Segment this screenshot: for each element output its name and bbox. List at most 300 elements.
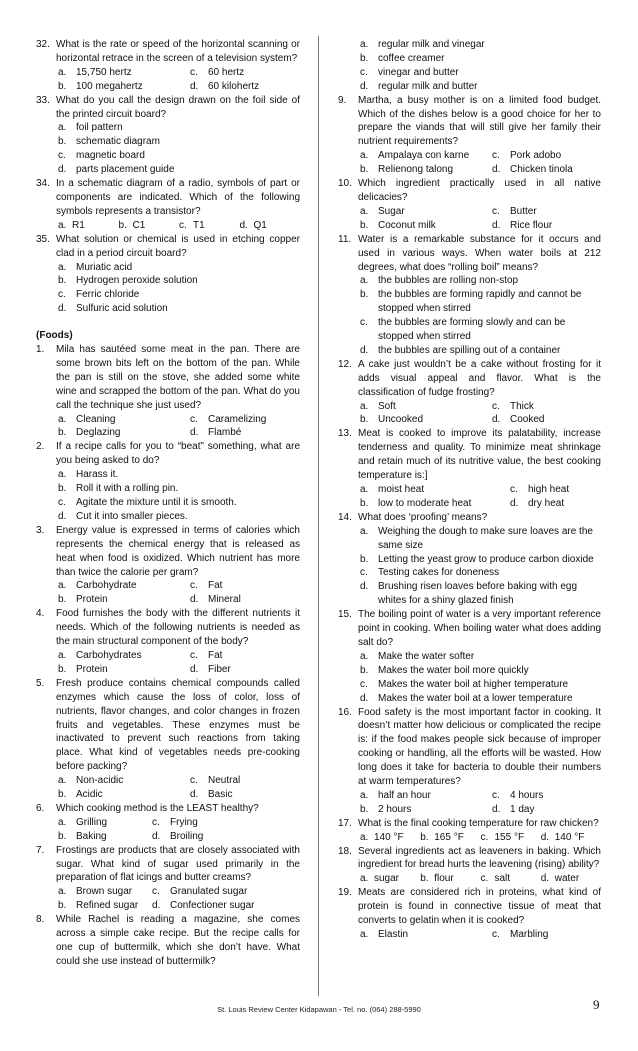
answer-option [360,483,510,497]
question-text: What is the rate or speed of the horizontal scanning or horizontal retrace in the screen of a television system? [56,39,300,64]
question-text: Which cooking method is the LEAST healthy? [56,802,259,814]
question-number: 14. [338,511,352,523]
options-group [56,121,300,177]
answer-option [152,830,300,844]
answer-option [152,885,300,899]
question-text: While Rachel is reading a magazine, she comes across a simple cake recipe. But the recipe calls for one cup of buttermilk, which she don’t have. What could she use instead of buttermilk? [56,914,300,967]
answer-option [58,261,300,275]
option-text: Carbohydrates [76,649,142,661]
options-group [56,774,300,802]
option-letter: c. [480,873,489,885]
option-text: vinegar and butter [378,66,459,78]
question-number: 12. [338,358,352,370]
answer-option [420,831,480,845]
option-letter: d. [152,900,161,912]
option-letter: b. [360,664,369,676]
answer-option [58,496,300,510]
option-text: Sulfuric acid solution [76,303,168,315]
options-group [358,38,601,94]
option-letter: c. [360,317,368,329]
option-letter: b. [58,275,67,287]
question-number: 17. [338,817,352,829]
answer-option [481,872,541,886]
options-group [56,66,300,94]
option-letter: d. [492,164,501,176]
options-group [358,525,601,608]
answer-option [360,803,492,817]
option-text: Makes the water boil more quickly [378,664,529,676]
answer-option [510,483,601,497]
question-item [36,844,300,886]
question-text: A cake just wouldn’t be a cake without frosting for it adds visual appeal and flavor. What is the classification of fudge frosting? [358,358,601,398]
option-letter: c. [58,497,66,508]
question-item [338,233,601,275]
option-text: parts placement guide [76,164,175,176]
option-letter: b. [360,289,369,301]
question-number: 9. [338,94,347,106]
question-number: 7. [36,844,45,856]
option-letter: d. [510,497,519,509]
right-column [338,38,601,942]
option-letter: a. [58,261,67,273]
option-text: Protein [76,663,108,675]
option-text: Cooked [510,414,545,426]
answer-option [360,80,601,94]
options-group [56,413,300,441]
option-text: Frying [170,816,198,828]
option-text: the bubbles are rolling non-stop [378,275,519,287]
option-text: Brushing risen loaves before baking with egg whites for a shiny glazed finish [378,581,578,607]
answer-option [360,274,601,288]
question-number: 8. [36,914,45,926]
option-letter: d. [360,692,369,704]
answer-option [240,219,301,233]
option-letter: c. [58,150,66,162]
option-letter: b. [58,663,67,675]
option-text: Rice flour [510,219,553,231]
option-text: Soft [378,400,396,412]
answer-option [58,288,300,302]
question-text: Meat is cooked to improve its palatability, increase tenderness and quality. To minimize meat shrinkage and retain much of its nutritive value, the best cooking temperature is:] [358,428,601,482]
answer-option [58,510,300,524]
left-column [36,38,300,969]
answer-option [541,831,601,845]
foods-questions [36,343,300,969]
option-text: dry heat [528,497,565,509]
question-text: Food safety is the most important factor in cooking. It doesn’t matter how delicious or complicated the recipe is: if the food makes people sick because of improper cooking or handling, all the efforts will be wasted. How long does it take for bacteria to double their numbers at warm temperatures? [358,706,601,788]
option-text: Brown sugar [76,886,133,898]
option-text: foil pattern [76,122,123,134]
option-letter: a. [360,650,369,662]
answer-option [510,497,601,511]
option-letter: c. [492,150,500,162]
option-letter: b. [360,219,369,231]
option-letter: c. [58,289,66,301]
options-group [358,650,601,706]
option-text: salt [494,873,511,885]
option-text: Butter [510,205,537,217]
option-text: the bubbles are forming rapidly and cannot be stopped when stirred [378,289,582,315]
answer-option [492,163,601,177]
answer-option [190,774,300,788]
answer-option [190,579,300,593]
answer-option [360,163,492,177]
option-letter: d. [239,219,248,231]
answer-option [58,816,152,830]
answer-option [360,525,601,553]
answer-option [152,899,300,913]
option-text: Q1 [253,219,267,231]
option-text: Thick [510,400,534,412]
question-number: 11. [338,233,352,245]
options-group [358,928,601,942]
option-text: Ferric chloride [76,289,140,301]
answer-option [492,928,601,942]
option-text: Makes the water boil at a lower temperature [378,692,573,704]
option-text: 140 °F [374,831,404,843]
option-letter: c. [492,929,500,940]
question-number: 19. [338,887,352,899]
options-group [56,261,300,317]
answer-option [58,302,300,316]
option-text: schematic diagram [76,136,160,148]
foods-questions-continued [338,94,601,942]
option-text: Acidic [76,789,103,801]
options-group [56,468,300,524]
question-text: In a schematic diagram of a radio, symbols of part or components are indicated. Which of the following symbols represents a transistor? [56,178,300,217]
answer-option [492,803,601,817]
option-letter: a. [360,484,369,495]
answer-option [58,219,119,233]
question-item [36,233,300,261]
option-text: Coconut milk [378,219,436,231]
option-text: Harass it. [76,469,119,481]
option-text: Flambé [208,427,242,439]
option-letter: c. [152,816,160,828]
option-text: Deglazing [76,427,121,439]
option-letter: d. [152,830,161,842]
question-number: 18. [338,845,352,857]
question-text: The boiling point of water is a very important reference point in cooking. When boiling water what does adding salt do? [358,609,601,648]
answer-option [58,899,152,913]
option-letter: b. [420,873,429,885]
option-text: Letting the yeast grow to produce carbon dioxide [378,553,594,565]
answer-option [360,288,601,316]
option-text: Protein [76,594,108,606]
page-footer: St. Louis Review Center Kidapawan - Tel. no. (064) 288-5990 [217,1005,421,1014]
option-text: 60 kilohertz [208,80,260,92]
question-text: If a recipe calls for you to “beat” something, what are you being asked to do? [56,441,300,467]
option-letter: c. [360,66,368,78]
option-text: 4 hours [510,789,544,801]
option-letter: b. [58,900,67,912]
options-group [56,649,300,677]
options-group [56,579,300,607]
option-text: water [554,873,580,885]
option-text: coffee creamer [378,52,445,64]
answer-option [360,678,601,692]
question-item [36,343,300,413]
question-item [338,94,601,150]
option-text: Caramelizing [208,413,267,425]
answer-option [190,426,300,440]
question-number: 3. [36,524,45,536]
option-letter: a. [360,789,369,801]
option-text: Relienong talong [378,164,454,176]
question-item [338,427,601,483]
options-group [56,219,300,233]
answer-option [58,649,190,663]
answer-option [190,663,300,677]
option-letter: d. [190,789,199,801]
question-item [338,845,601,873]
question-text: Several ingredients act as leaveners in baking. Which ingredient for bread hurts the leavening (rising) ability? [358,845,601,871]
option-letter: d. [360,80,369,92]
answer-option [360,219,492,233]
option-text: flour [434,873,454,885]
option-text: 1 day [510,803,535,815]
options-group [358,831,601,845]
question-item [338,608,601,650]
option-letter: a. [58,219,67,231]
answer-option [190,788,300,802]
option-text: Neutral [208,775,241,787]
option-text: Uncooked [378,414,424,426]
option-text: Non-acidic [76,775,124,787]
question-text: Meats are considered rich in proteins, what kind of protein is found in connective tissue of meat that converts to gelatin when it is cooked? [358,887,601,927]
option-text: half an hour [378,789,431,801]
question-text: Frostings are products that are closely associated with sugar. What kind of sugar used primarily in the preparation of flat icings and butter creams? [56,844,300,884]
question-item [338,706,601,789]
question-text: Mila has sautéed some meat in the pan. There are some brown bits left on the bottom of the pan. While the pan is still on the stove, she added some white wine and scrapped the bottom of the pan. What do you call the technique she just used? [56,344,300,411]
question-text: What solution or chemical is used in etching copper clad in a period circuit board? [56,233,300,259]
option-letter: b. [58,594,67,606]
answer-option [58,579,190,593]
option-letter: b. [360,553,369,565]
option-text: Chicken tinola [510,164,573,176]
question-item [338,511,601,525]
question-number: 6. [36,802,45,814]
answer-option [492,149,601,163]
option-text: Marbling [510,929,549,940]
question-text: What does ‘proofing’ means? [358,511,488,523]
answer-option [179,219,240,233]
answer-option [360,789,492,803]
column-divider [318,36,319,996]
answer-option [58,830,152,844]
question-item [338,817,601,831]
answer-option [360,872,420,886]
answer-option [58,149,300,163]
answer-option [58,163,300,177]
option-letter: d. [540,831,550,843]
answer-option [360,692,601,706]
answer-option [58,66,190,80]
answer-option [360,149,492,163]
answer-option [360,497,510,511]
question-number: 33. [36,94,50,106]
option-text: 155 °F [494,831,525,843]
option-text: 60 hertz [208,66,245,78]
option-text: Confectioner sugar [170,900,255,912]
option-letter: b. [420,831,429,843]
answer-option [58,593,190,607]
option-letter: c. [480,831,489,843]
question-text: Food furnishes the body with the different nutrients it needs. Which of the following nutrients is needed as the main structural component of the body? [56,608,300,648]
question-number: 2. [36,441,45,453]
answer-option [360,38,601,52]
answer-option [58,121,300,135]
question-number: 34. [36,178,50,190]
option-text: Basic [208,789,233,801]
answer-option [190,593,300,607]
option-text: moist heat [378,484,425,495]
answer-option [541,872,601,886]
option-letter: b. [360,803,369,815]
question-text: Which ingredient practically used in all native delicacies? [358,178,601,203]
electronics-questions [36,38,300,316]
question-text: Energy value is expressed in terms of calories which represents the chemical energy that is released as heat when food is oxidized. Which nutrient has more than twice the calorie per gram? [56,524,300,578]
option-letter: a. [360,150,369,162]
question-item [36,440,300,468]
option-letter: b. [360,497,369,509]
option-letter: b. [58,80,67,92]
answer-option [190,80,300,94]
question-item [36,677,300,774]
option-letter: d. [58,303,67,315]
answer-option [492,789,601,803]
answer-option [58,80,190,94]
option-text: Hydrogen peroxide solution [76,275,198,287]
answer-option [492,219,601,233]
option-letter: c. [360,567,368,579]
answer-option [58,135,300,149]
answer-option [360,316,601,344]
answer-option [58,788,190,802]
option-text: C1 [132,219,146,231]
answer-option [360,566,601,580]
answer-option [360,580,601,608]
answer-option [420,872,480,886]
option-text: 15,750 hertz [76,66,132,78]
option-text: 165 °F [434,831,464,843]
options-group [358,400,601,428]
answer-option [360,52,601,66]
option-letter: d. [492,414,501,426]
option-text: Elastin [378,929,409,940]
option-letter: a. [58,413,67,425]
answer-option [360,413,492,427]
question-item [338,358,601,400]
option-text: regular milk and vinegar [378,39,485,50]
question-item [36,524,300,580]
option-letter: d. [190,427,199,439]
option-letter: b. [360,52,369,64]
question-text: Martha, a busy mother is on a limited food budget. Which of the dishes below is a good choice for her to prepare the viands that will still give her family their nutrient requirements? [358,94,601,148]
option-letter: b. [58,427,67,439]
option-letter: d. [540,873,550,885]
option-letter: a. [360,275,369,287]
option-letter: a. [360,525,369,537]
option-letter: a. [58,816,67,828]
answer-option [492,413,601,427]
answer-option [58,413,190,427]
option-text: Make the water softer [378,650,475,662]
option-letter: a. [58,649,67,661]
options-group [358,483,601,511]
option-text: regular milk and butter [378,80,478,92]
option-text: Broiling [170,830,204,842]
question-number: 13. [338,428,352,440]
question-item [36,802,300,816]
answer-option [58,482,300,496]
page-number: 9 [593,997,600,1012]
option-text: Mineral [208,594,241,606]
option-text: 100 megahertz [76,80,143,92]
answer-option [58,885,152,899]
answer-option [58,426,190,440]
question-item [36,94,300,122]
option-letter: a. [58,886,67,898]
option-text: 140 °F [554,831,585,843]
answer-option [481,831,541,845]
option-text: the bubbles are spilling out of a container [378,344,561,356]
option-letter: b. [360,414,369,426]
option-text: Sugar [378,205,405,217]
answer-option [360,831,420,845]
option-text: Testing cakes for doneness [378,567,500,579]
answer-option [360,928,492,942]
option-letter: a. [58,469,67,481]
option-letter: c. [190,580,198,592]
option-text: sugar [374,873,400,885]
answer-option [58,663,190,677]
question-item [36,913,300,969]
answer-option [190,66,300,80]
answer-option [360,664,601,678]
option-text: Muriatic acid [76,261,133,273]
option-letter: c. [190,649,198,661]
option-text: high heat [528,484,570,495]
option-text: T1 [193,219,205,231]
option-letter: b. [58,136,67,148]
answer-option [58,774,190,788]
option-letter: d. [492,803,501,815]
option-text: 2 hours [378,803,412,815]
option-text: Grilling [76,816,108,828]
question-number: 35. [36,233,50,245]
option-text: Pork adobo [510,150,562,162]
option-letter: a. [360,929,369,940]
option-text: Cut it into smaller pieces. [76,510,188,522]
options-group [358,205,601,233]
option-letter: c. [190,775,198,787]
option-letter: b. [360,164,369,176]
option-text: Fat [208,580,223,592]
option-text: Cleaning [76,413,116,425]
option-letter: c. [190,66,198,78]
options-group [358,789,601,817]
question-item [338,886,601,928]
option-letter: c. [510,484,518,495]
answer-option [58,274,300,288]
option-text: Refined sugar [76,900,139,912]
question-item [36,38,300,66]
question-number: 32. [36,39,50,50]
option-letter: d. [190,80,199,92]
option-letter: d. [360,581,369,593]
answer-option [190,413,300,427]
